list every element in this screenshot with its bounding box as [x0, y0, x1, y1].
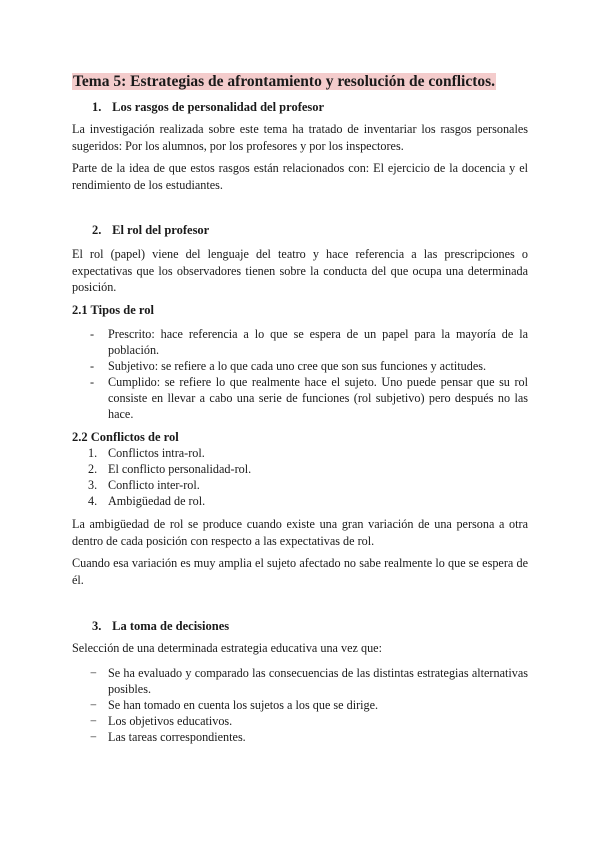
- list-item: [72, 445, 528, 461]
- list-number: 3.: [88, 478, 98, 492]
- dash-marker: −: [90, 730, 97, 744]
- bullet-marker: -: [90, 375, 95, 389]
- section-3-paragraph: Selección de una determinada estrategia educativa una vez que:: [72, 641, 382, 655]
- list-item: [72, 374, 528, 422]
- list-item: [72, 477, 528, 493]
- list-item-text: Conflictos intra-rol.: [108, 446, 205, 460]
- list-item: [72, 358, 528, 374]
- list-item-text: Subjetivo: se refiere a lo que cada uno cree que son sus funciones y actitudes.: [108, 359, 487, 373]
- list-item-text: Cumplido: se refiere lo que realmente hace el sujeto. Uno puede pensar que su rol consiste en llevar a cabo una serie de funciones (rol subjetivo) pero después no las hace.: [108, 375, 528, 421]
- document-title: [72, 73, 496, 91]
- list-item: [72, 493, 528, 509]
- list-number: 1.: [88, 446, 98, 460]
- bullet-marker: -: [90, 327, 95, 341]
- list-item-text: Se ha evaluado y comparado las consecuencias de las distintas estrategias alternativas posibles.: [108, 666, 528, 696]
- section-3-title: La toma de decisiones: [112, 619, 230, 633]
- section-2-heading: [92, 222, 209, 238]
- list-item-text: Conflicto inter-rol.: [108, 478, 200, 492]
- subsection-2-2-paragraph-2: Cuando esa variación es muy amplia el sujeto afectado no sabe realmente lo que se espera de él.: [72, 556, 528, 587]
- subsection-2-2-heading: 2.2 Conflictos de rol: [72, 430, 179, 444]
- list-item: [72, 729, 528, 745]
- list-item: [72, 665, 528, 697]
- list-item-text: Ambigüedad de rol.: [108, 494, 206, 508]
- dash-marker: −: [90, 666, 97, 680]
- list-item-text: Las tareas correspondientes.: [108, 730, 246, 744]
- section-3-number: 3.: [92, 619, 102, 633]
- dash-marker: −: [90, 698, 97, 712]
- section-1-paragraph-1: La investigación realizada sobre este tema ha tratado de inventariar los rasgos personales sugeridos: Por los alumnos, por los profesores y por los inspectores.: [72, 122, 528, 153]
- list-item-text: Prescrito: hace referencia a lo que se espera de un papel para la mayoría de la población.: [108, 327, 528, 357]
- section-2-paragraph: El rol (papel) viene del lenguaje del teatro y hace referencia a las prescripciones o expectativas que los observadores tienen sobre la conducta del que ocupa una determinada posición.: [72, 247, 528, 294]
- title-highlight: Tema 5: Estrategias de afrontamiento y resolución de conflictos.: [73, 73, 496, 90]
- role-types-list: [72, 326, 528, 422]
- subsection-2-1-heading: 2.1 Tipos de rol: [72, 303, 154, 317]
- list-number: 4.: [88, 494, 98, 508]
- list-item-text: El conflicto personalidad-rol.: [108, 462, 252, 476]
- section-2-number: 2.: [92, 223, 102, 237]
- list-number: 2.: [88, 462, 98, 476]
- list-item: [72, 461, 528, 477]
- subsection-2-2-paragraph-1: La ambigüedad de rol se produce cuando existe una gran variación de una persona a otra dentro de cada posición con respecto a las expectativas de rol.: [72, 517, 528, 548]
- section-1-title: Los rasgos de personalidad del profesor: [112, 100, 325, 114]
- section-1-heading: [92, 99, 324, 115]
- list-item: [72, 713, 528, 729]
- section-1-paragraph-2: Parte de la idea de que estos rasgos están relacionados con: El ejercicio de la docencia y el rendimiento de los estudiantes.: [72, 161, 528, 192]
- list-item-text: Se han tomado en cuenta los sujetos a los que se dirige.: [108, 698, 379, 712]
- section-3-heading: [92, 618, 229, 634]
- dash-marker: −: [90, 714, 97, 728]
- section-2-title: El rol del profesor: [112, 223, 210, 237]
- decision-list: [72, 665, 528, 745]
- role-conflicts-list: [72, 445, 528, 509]
- list-item-text: Los objetivos educativos.: [108, 714, 233, 728]
- list-item: [72, 326, 528, 358]
- list-item: [72, 697, 528, 713]
- bullet-marker: -: [90, 359, 95, 373]
- section-1-number: 1.: [92, 100, 102, 114]
